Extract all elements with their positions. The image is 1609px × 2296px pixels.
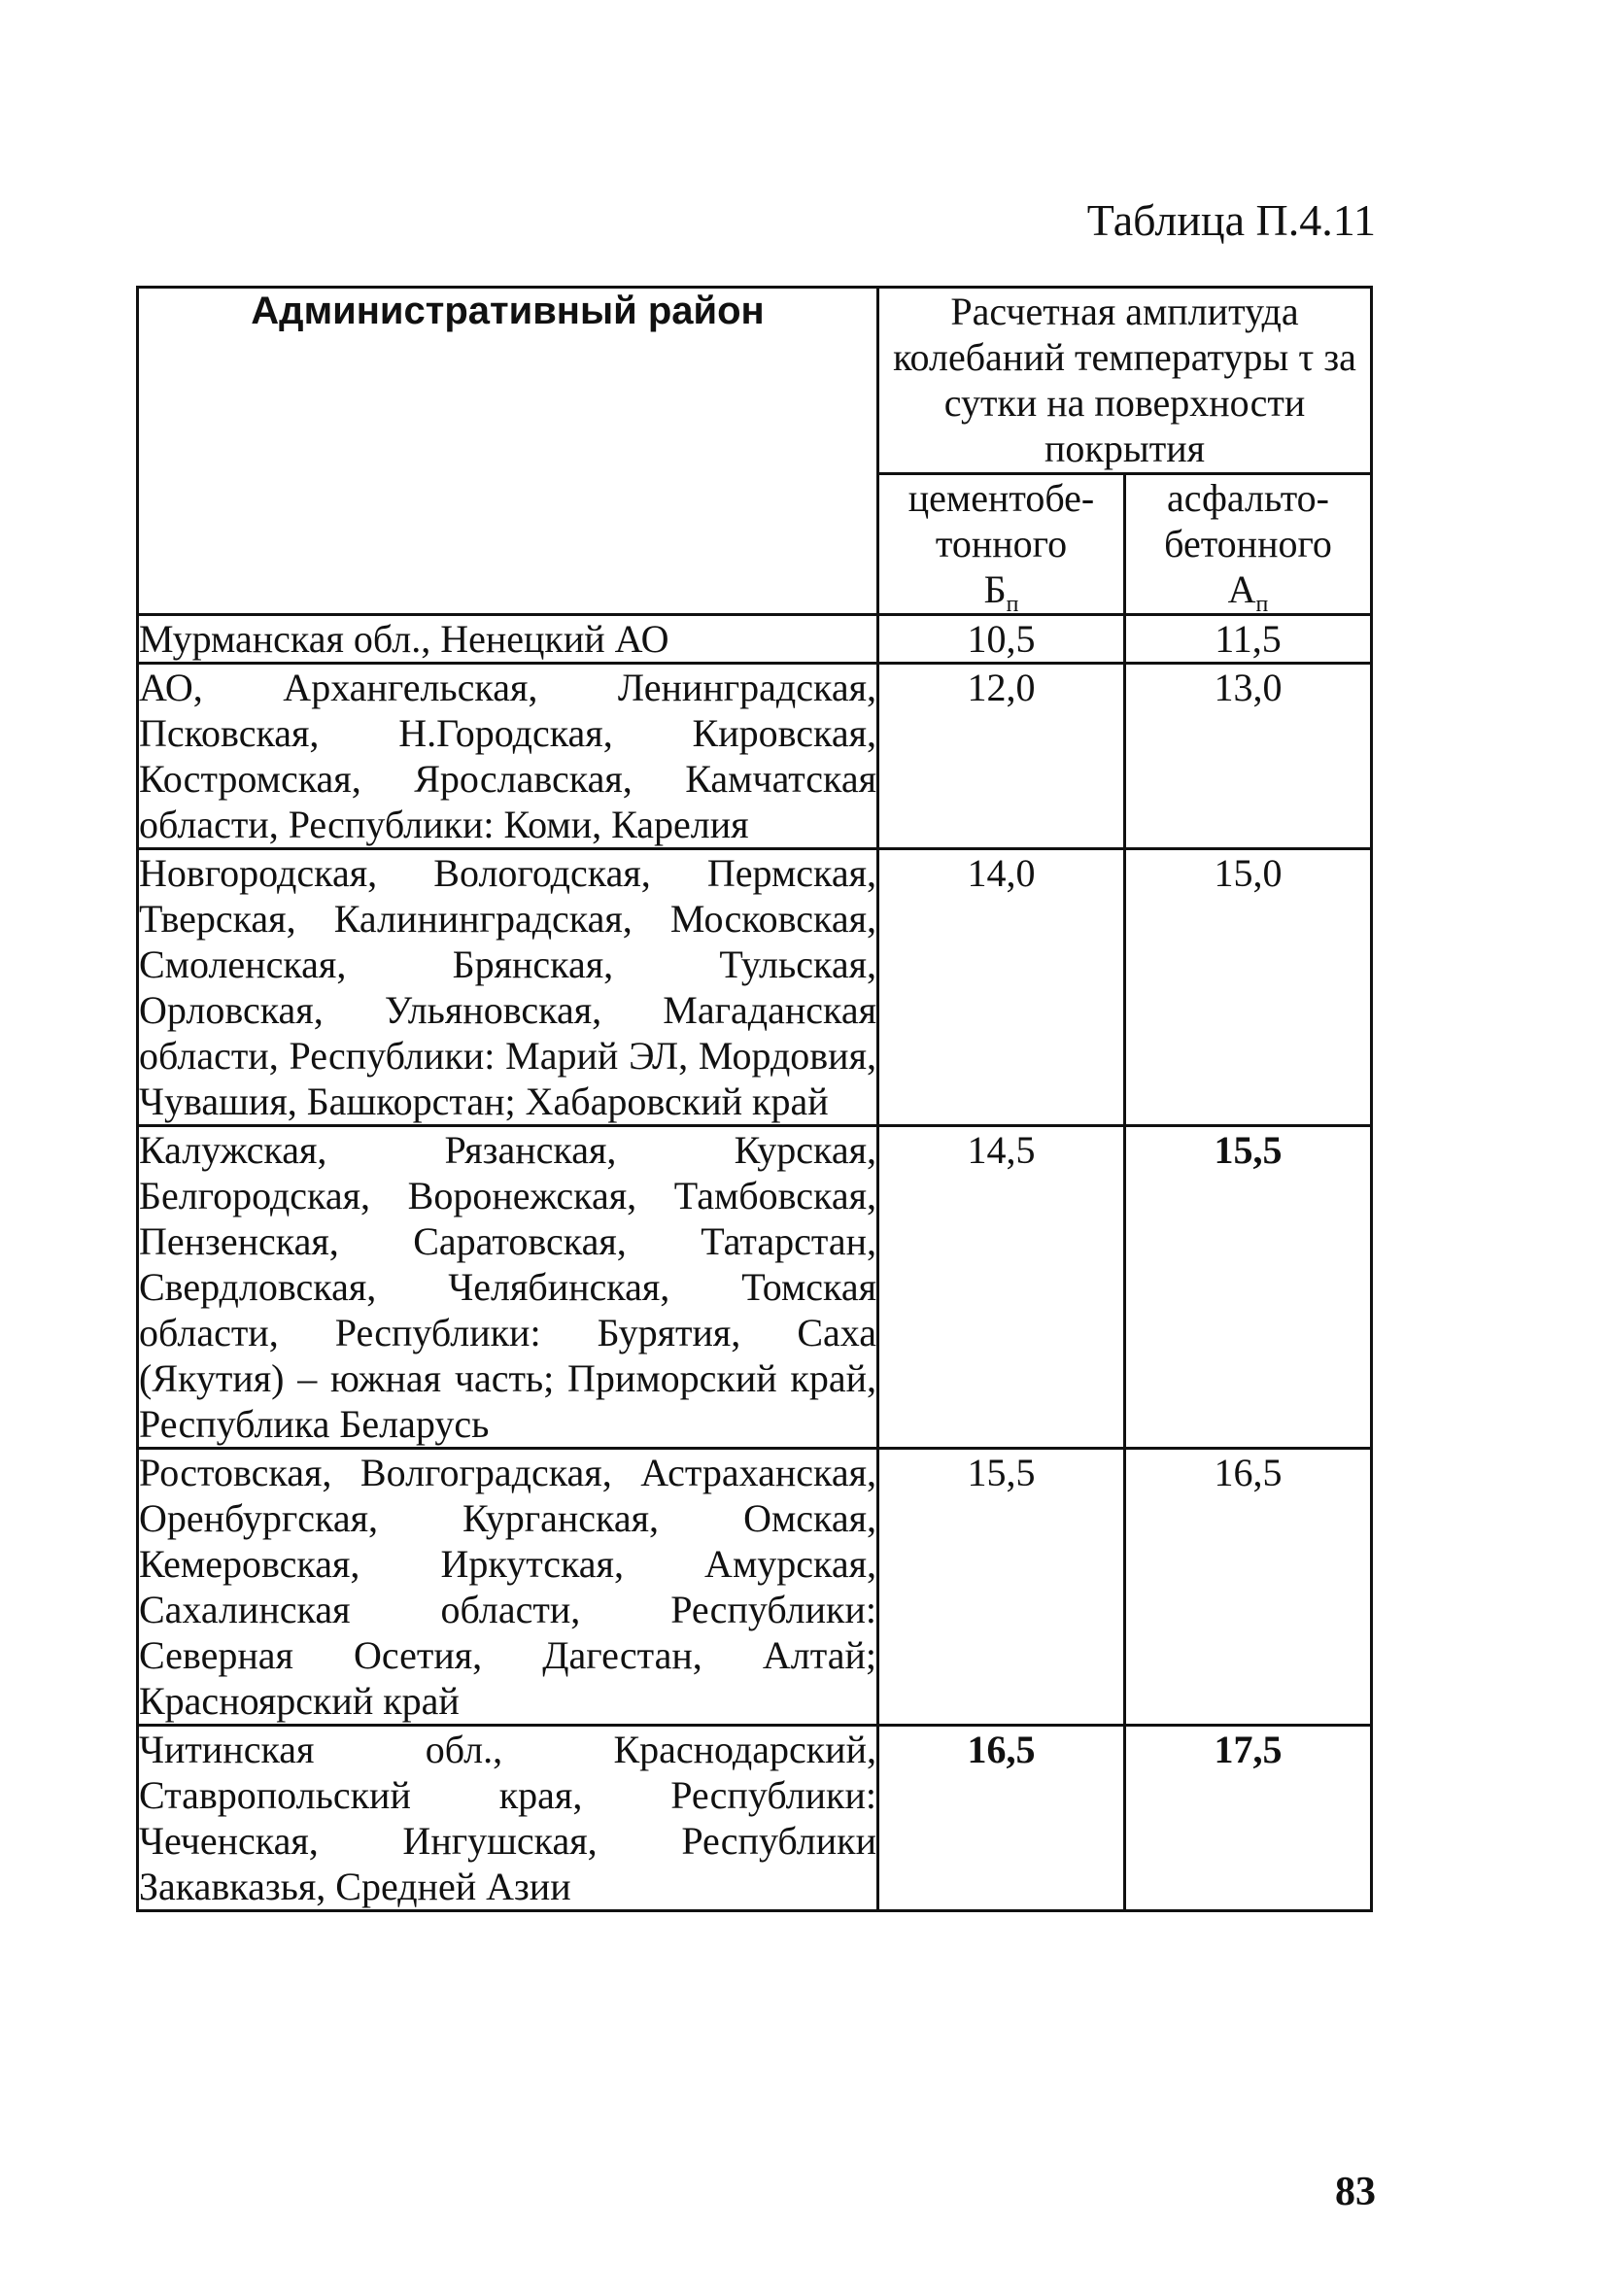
cement-column-header [878, 473, 1125, 617]
asphalt-value-cell: 16,5 [1125, 1449, 1372, 1726]
region-cell: Ростовская, Волгоградская, Астраханская, Оренбургская, Курганская, Омская, Кемеровская, Иркутская, Амурская, Сахалинская области, Республики: Северная Осетия, Дагестан, Алтай; Красноярский край [138, 1449, 878, 1726]
asphalt-column-label: асфальто-бетонного [1164, 475, 1332, 565]
region-cell: Мурманская обл., Ненецкий АО [138, 615, 878, 664]
table-row [138, 1126, 1372, 1449]
asphalt-value-cell: 13,0 [1125, 664, 1372, 849]
region-cell: Калужская, Рязанская, Курская, Белгородская, Воронежская, Тамбовская, Пензенская, Саратовская, Татарстан, Свердловская, Челябинская, Томская области, Республики: Бурятия, Саха (Якутия) – южная часть; Приморский край, Республика Беларусь [138, 1126, 878, 1449]
table-row [138, 849, 1372, 1126]
page-number: 83 [1335, 2170, 1376, 2214]
asphalt-value-cell: 15,0 [1125, 849, 1372, 1126]
region-cell: Читинская обл., Краснодарский, Ставропольский края, Республики: Чеченская, Ингушская, Республики Закавказья, Средней Азии [138, 1726, 878, 1911]
amplitude-column-header: Расчетная амплитуда колебаний температуры τ за сутки на поверхности покрытия [878, 288, 1372, 474]
asphalt-value-cell: 11,5 [1125, 615, 1372, 664]
cement-value-cell: 15,5 [878, 1449, 1125, 1726]
asphalt-column-header [1125, 473, 1372, 617]
region-cell: Новгородская, Вологодская, Пермская, Тверская, Калининградская, Московская, Смоленская, Брянская, Тульская, Орловская, Ульяновская, Магаданская области, Республики: Марий ЭЛ, Мордовия, Чувашия, Башкорстан; Хабаровский край [138, 849, 878, 1126]
table-row [138, 1449, 1372, 1726]
asphalt-column-symbol: $А_п$ [1227, 566, 1269, 617]
cement-value-cell: 16,5 [878, 1726, 1125, 1911]
cement-value-cell: 14,5 [878, 1126, 1125, 1449]
cement-value-cell: 14,0 [878, 849, 1125, 1126]
cement-value-cell: 12,0 [878, 664, 1125, 849]
cement-value-cell: 10,5 [878, 615, 1125, 664]
temperature-amplitude-table [136, 286, 1373, 1912]
table-row [138, 615, 1372, 664]
region-column-header: Административный район [138, 288, 878, 615]
cement-column-symbol: $Б_п$ [983, 566, 1019, 617]
table-caption: Таблица П.4.11 [1086, 195, 1376, 245]
asphalt-value-cell: 15,5 [1125, 1126, 1372, 1449]
cement-column-label: цементобе-тонного [907, 475, 1095, 565]
asphalt-value-cell: 17,5 [1125, 1726, 1372, 1911]
table-row [138, 664, 1372, 849]
region-cell: АО, Архангельская, Ленинградская, Псковская, Н.Городская, Кировская, Костромская, Ярославская, Камчатская области, Республики: Коми, Карелия [138, 664, 878, 849]
table-row [138, 1726, 1372, 1911]
